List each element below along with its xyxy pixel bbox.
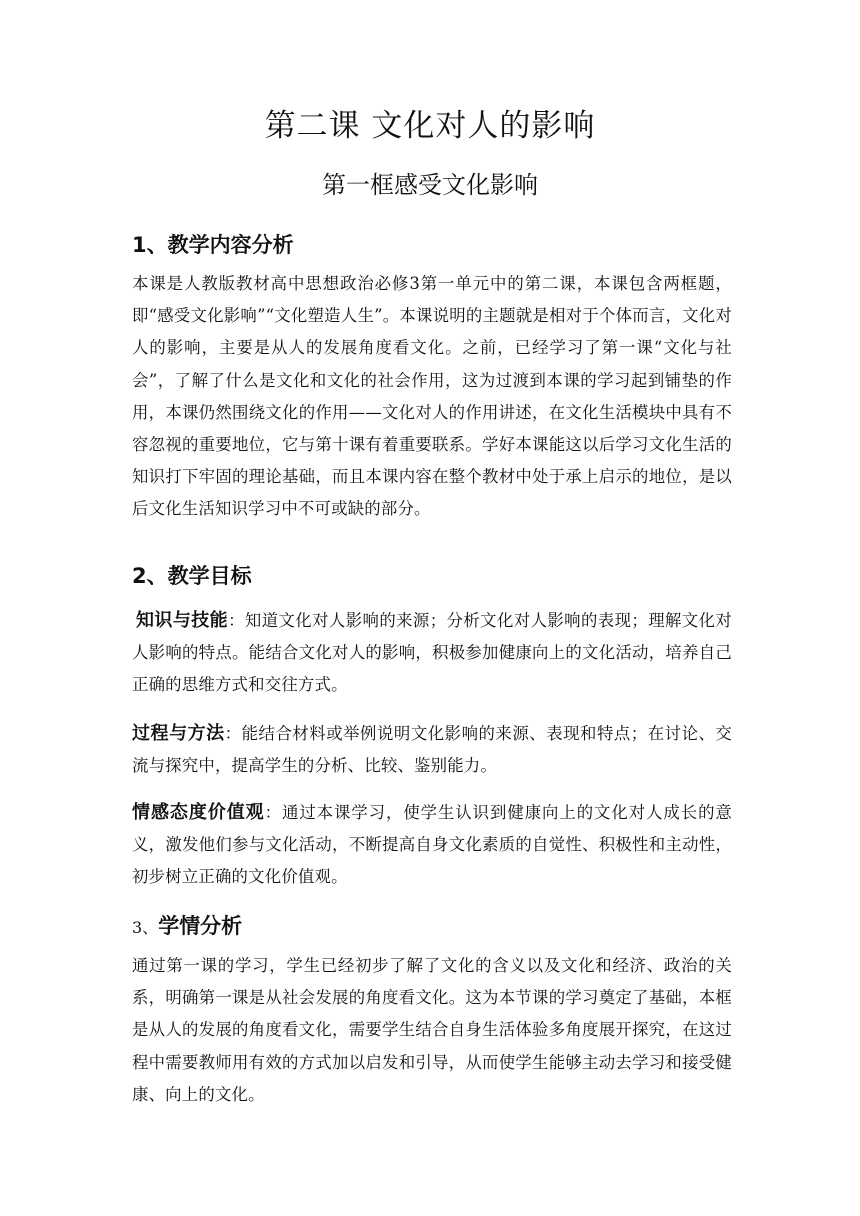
section-heading-content-analysis: 1、教学内容分析 [132,233,294,257]
goal-label: 情感态度价值观 [132,802,265,823]
goal-text: ：知道文化对人影响的来源；分析文化对人影响的表现；理解文化对人影响的特点。能结合文化对人的影响，积极参加健康向上的文化活动，培养自己正确的思维方式和交往方式。 [132,611,733,695]
goal-text: ：能结合材料或举例说明文化影响的来源、表现和特点；在讨论、交流与探究中，提高学生的分析、比较、鉴别能力。 [132,724,733,776]
goal-knowledge-skills [132,605,732,702]
section-number: 3、 [132,918,159,937]
section-heading-teaching-goals: 2、教学目标 [132,564,252,588]
section-heading-text: 学情分析 [158,914,243,938]
goal-emotion-values [132,797,732,894]
lesson-title: 第二课 文化对人的影响 [264,108,596,144]
section-heading-student-analysis [132,910,242,944]
goal-label: 过程与方法 [132,723,225,744]
goal-process-method [132,718,732,782]
section-body-student-analysis: 通过第一课的学习，学生已经初步了解了文化的含义以及文化和经济、政治的关系，明确第一课是从社会发展的角度看文化。这为本节课的学习奠定了基础，本框是从人的发展的角度看文化，需要学生结合自身生活体验多角度展开探究，在这过程中需要教师用有效的方式加以启发和引导，从而使学生能够主动去学习和接受健康、向上的文化。 [132,956,732,1104]
lesson-subtitle: 第一框感受文化影响 [322,171,538,199]
section-body-content-analysis: 本课是人教版教材高中思想政治必修3第一单元中的第二课，本课包含两框题，即“感受文化影响”“文化塑造人生”。本课说明的主题就是相对于个体而言，文化对人的影响，主要是从人的发展角度看文化。之前，已经学习了第一课“文化与社会”，了解了什么是文化和文化的社会作用，这为过渡到本课的学习起到铺垫的作用，本课仍然围绕文化的作用——文化对人的作用讲述，在文化生活模块中具有不容忽视的重要地位，它与第十课有着重要联系。学好本课能这以后学习文化生活的知识打下牢固的理论基础，而且本课内容在整个教材中处于承上启示的地位，是以后文化生活知识学习中不可或缺的部分。 [132,274,732,519]
goal-text: ：通过本课学习，使学生认识到健康向上的文化对人成长的意义，激发他们参与文化活动，不断提高自身文化素质的自觉性、积极性和主动性，初步树立正确的文化价值观。 [132,803,732,887]
goal-label: 知识与技能 [136,610,229,631]
